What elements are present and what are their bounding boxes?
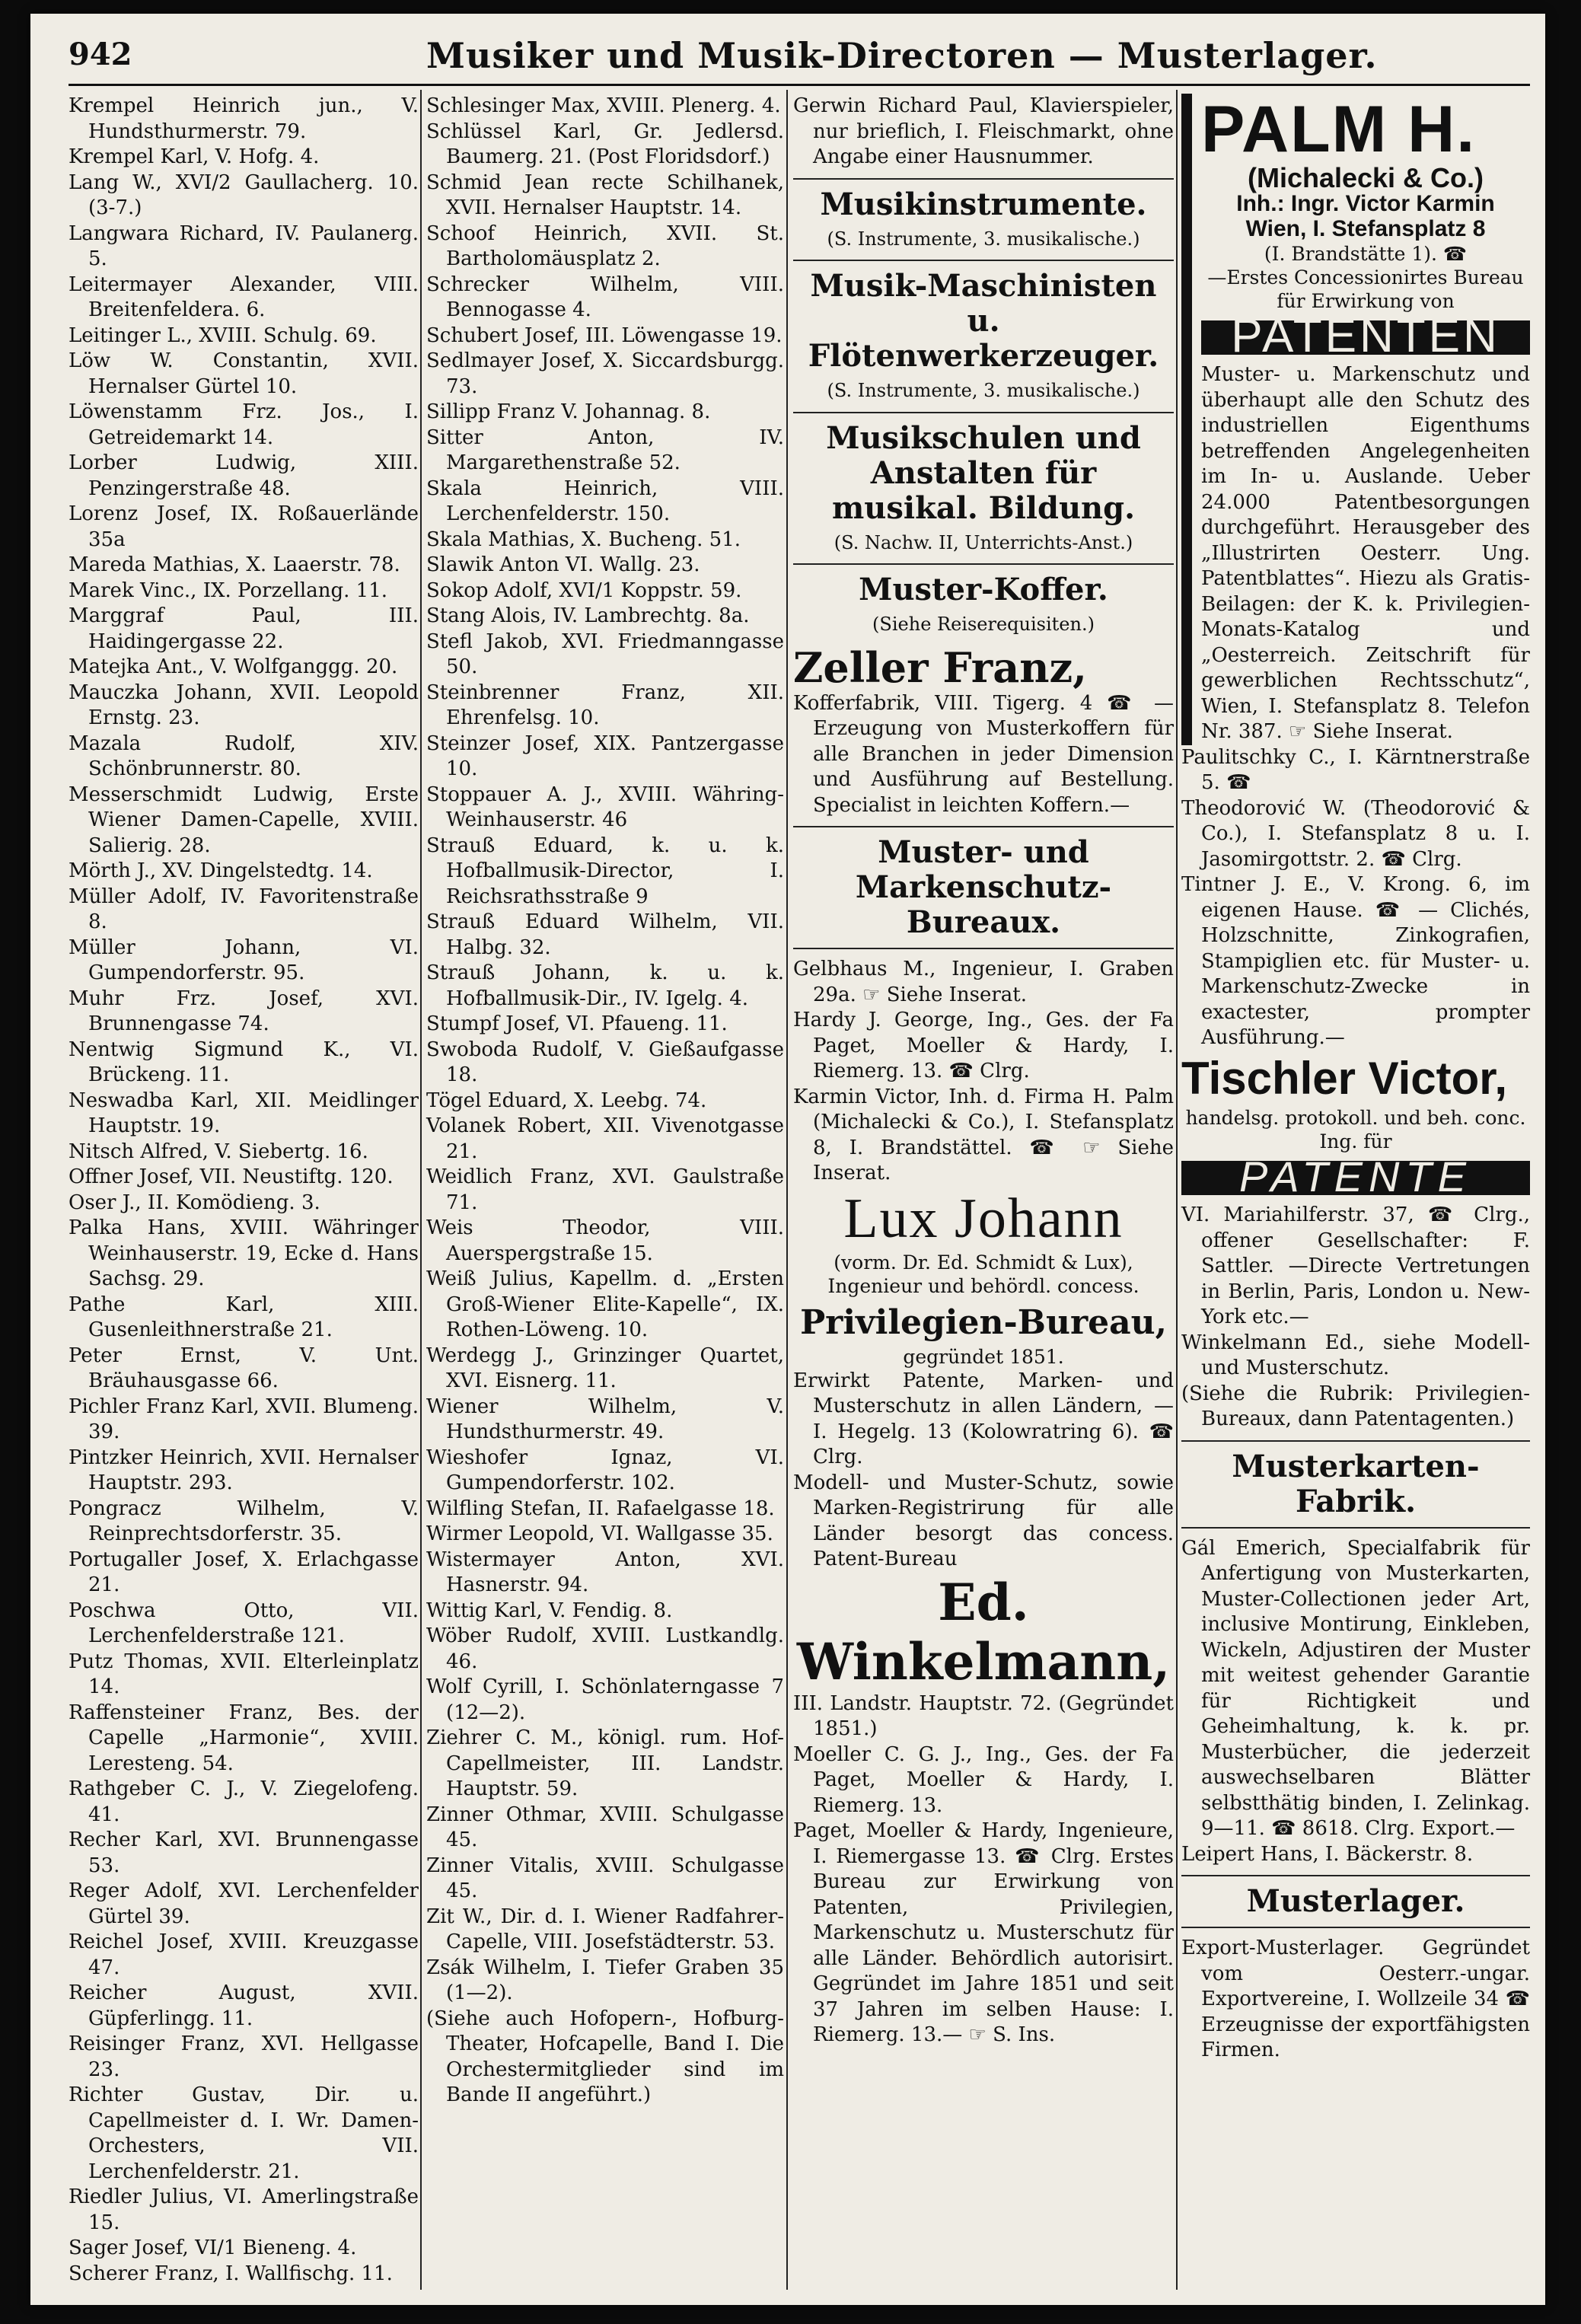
entry-list	[793, 1742, 1174, 2048]
section-reference: (S. Instrumente, 3. musikalische.)	[827, 380, 1140, 401]
list-item: Recher Karl, XVI. Brunnengasse 53.	[69, 1828, 419, 1877]
column-divider	[786, 90, 788, 2290]
list-item: Oser J., II. Komödieng. 3.	[69, 1191, 320, 1214]
list-item: Wöber Rudolf, XVIII. Lustkandlg. 46.	[426, 1624, 784, 1673]
list-item: Wieshofer Ignaz, VI. Gumpendorferstr. 102.	[426, 1446, 784, 1494]
advert-name: Tischler Victor,	[1181, 1052, 1507, 1104]
list-item: Mörth J., XV. Dingelstedtg. 14.	[69, 859, 373, 882]
header-rule	[69, 84, 1530, 86]
list-item: Hardy J. George, Ing., Ges. der Fa Paget, Moeller & Hardy, I. Riemerg. 13. ☎ Clrg.	[793, 1009, 1174, 1082]
list-item: Skala Heinrich, VIII. Lerchenfelderstr. 150.	[426, 477, 784, 525]
list-item: Müller Adolf, IV. Favoritenstraße 8.	[69, 885, 419, 933]
list-item: Schmid Jean recte Schilhanek, XVII. Hernalser Hauptstr. 14.	[426, 171, 784, 219]
list-item: Wolf Cyrill, I. Schönlaterngasse 7 (12—2).	[426, 1675, 784, 1724]
list-item: Wistermayer Anton, XVI. Hasnerstr. 94.	[426, 1548, 784, 1596]
advert-name: PALM H.	[1201, 93, 1477, 166]
advert-text: —Erstes Concessionirtes Bureau für Erwirkung von	[1207, 266, 1524, 312]
list-item: Sitter Anton, IV. Margarethenstraße 52.	[426, 426, 784, 474]
list-item: Mazala Rudolf, XIV. Schönbrunnerstr. 80.	[69, 732, 419, 780]
list-item: Winkelmann Ed., siehe Modell- und Musterschutz.	[1181, 1331, 1530, 1379]
divider	[793, 563, 1174, 565]
section-reference: (S. Instrumente, 3. musikalische.)	[827, 228, 1140, 250]
list-item: Schoof Heinrich, XVII. St. Bartholomäusplatz 2.	[426, 222, 784, 270]
list-item: Slawik Anton VI. Wallg. 23.	[426, 553, 700, 576]
list-item: Messerschmidt Ludwig, Erste Wiener Damen-Capelle, XVIII. Salierig. 28.	[69, 783, 419, 857]
list-item: Moeller C. G. J., Ing., Ges. der Fa Paget, Moeller & Hardy, I. Riemerg. 13.	[793, 1742, 1174, 1817]
list-item: Gál Emerich, Specialfabrik für Anfertigung von Musterkarten, Muster-Collectionen jeder Art, inclusive Montirung, Einkleben, Wickeln, Adjustiren der Muster mit weitest gehender Garantie für Richtigkeit und Geheimhaltung, k. k. pr. Musterbücher, die jederzeit auswechselbaren Blätter selbstthätig binden, I. Zelinkag. 9—11. ☎ 8618. Clrg. Export.—	[1181, 1536, 1530, 1840]
list-item: (Siehe auch Hofopern-, Hofburg-Theater, Hofcapelle, Band I. Die Orchestermitglieder sind im Bande II angeführt.)	[426, 2007, 784, 2106]
list-item: Mareda Mathias, X. Laaerstr. 78.	[69, 553, 400, 576]
section-heading: Musik-Maschinisten u. Flötenwerkerzeuger.	[808, 268, 1159, 374]
list-item: Zinner Vitalis, XVIII. Schulgasse 45.	[426, 1854, 784, 1902]
palm-advert	[1181, 94, 1530, 745]
list-item: Paget, Moeller & Hardy, Ingenieure, I. Riemergasse 13. ☎ Clrg. Erstes Bureau zur Erwirkung von Patenten, Privilegien, Markenschutz u. Musterschutz für alle Länder. Behördlich autorisirt. Gegründet im Jahre 1851 und seit 37 Jahren im selben Hause: I. Riemerg. 13.— ☞ S. Ins.	[793, 1819, 1174, 2046]
divider	[1181, 1440, 1530, 1442]
list-item: Krempel Heinrich jun., V. Hundsthurmerstr. 79.	[69, 94, 419, 143]
list-item: Lang W., XVI/2 Gaullacherg. 10. (3-7.)	[69, 171, 419, 219]
patente-banner: PATENTE	[1181, 1161, 1530, 1196]
advert-name: Ed. Winkelmann,	[796, 1572, 1171, 1691]
section-heading: Musterkarten-Fabrik.	[1232, 1448, 1480, 1519]
list-item: Wirmer Leopold, VI. Wallgasse 35.	[426, 1522, 773, 1545]
list-item: Skala Mathias, X. Bucheng. 51.	[426, 528, 741, 551]
page-header	[69, 29, 1530, 82]
list-item: Pongracz Wilhelm, V. Reinprechtsdorferstr. 35.	[69, 1497, 419, 1545]
list-item: Tintner J. E., V. Krong. 6, im eigenen Hause. ☎ — Clichés, Holzschnitte, Zinkografien, Stampiglien etc. für Muster- u. Markenschutz-Zwecke in exactester, prompter Ausführung.—	[1181, 873, 1530, 1049]
list-item: Müller Johann, VI. Gumpendorferstr. 95.	[69, 936, 419, 984]
advert-text: handelsg. protokoll. und beh. conc. Ing. für	[1185, 1106, 1526, 1152]
section-reference: (Siehe Reiserequisiten.)	[872, 614, 1095, 635]
advert-text: Muster- u. Markenschutz und überhaupt alle den Schutz des industriellen Eigenthums betreffenden Angelegenheiten im In- u. Auslande. Ueber 24.000 Patentbesorgungen durchgeführt. Herausgeber des „Illustrirten Oesterr. Ung. Patentblattes“. Hiezu als Gratis-Beilagen: der K. k. Privilegien-Monats-Katalog und „Oesterreich. Zeitschrift für gewerblichen Rechtsschutz“, Wien, I. Stefansplatz 8. Telefon Nr. 387. ☞ Siehe Inserat.	[1201, 363, 1530, 743]
list-item: Sokop Adolf, XVI/1 Koppstr. 59.	[426, 579, 742, 602]
divider	[793, 826, 1174, 827]
list-item: Lorenz Josef, IX. Roßauerlände 35a	[69, 502, 419, 551]
list-item: Pathe Karl, XIII. Gusenleithnerstraße 21.	[69, 1293, 419, 1341]
list-item: Gelbhaus M., Ingenieur, I. Graben 29a. ☞ Siehe Inserat.	[793, 958, 1174, 1006]
column-divider	[420, 90, 422, 2290]
list-item: Langwara Richard, IV. Paulanerg. 5.	[69, 222, 419, 270]
list-item: Peter Ernst, V. Unt. Bräuhausgasse 66.	[69, 1344, 419, 1392]
list-item: Reger Adolf, XVI. Lerchenfelder Gürtel 39.	[69, 1879, 419, 1928]
advert-name: Lux Johann	[843, 1187, 1124, 1250]
list-item: Schrecker Wilhelm, VIII. Bennogasse 4.	[426, 273, 784, 321]
entry-list	[1181, 745, 1530, 1051]
list-item: Sillipp Franz V. Johannag. 8.	[426, 400, 711, 423]
list-item: Riedler Julius, VI. Amerlingstraße 15.	[69, 2185, 419, 2234]
list-item: Poschwa Otto, VII. Lerchenfelderstraße 121.	[69, 1599, 419, 1647]
list-item: Karmin Victor, Inh. d. Firma H. Palm (Michalecki & Co.), I. Stefansplatz 8, I. Brandstättel. ☎ ☞ Siehe Inserat.	[793, 1085, 1174, 1184]
advert-text: gegründet 1851.	[903, 1345, 1064, 1368]
list-item: Offner Josef, VII. Neustiftg. 120.	[69, 1165, 394, 1188]
list-item: Schubert Josef, III. Löwengasse 19.	[426, 324, 783, 347]
list-item: Weiß Julius, Kapellm. d. „Ersten Groß-Wiener Elite-Kapelle“, IX. Rothen-Löweng. 10.	[426, 1267, 784, 1341]
list-item: Löwenstamm Frz. Jos., I. Getreidemarkt 14.	[69, 400, 419, 449]
list-item: Export-Musterlager. Gegründet vom Oesterr.-ungar. Exportvereine, I. Wollzeile 34 ☎ Erzeugnisse der exportfähigsten Firmen.	[1181, 1937, 1530, 2061]
list-item: Strauß Eduard, k. u. k. Hofballmusik-Director, I. Reichsrathsstraße 9	[426, 834, 784, 908]
list-item: Palka Hans, XVIII. Währinger Weinhauserstr. 19, Ecke d. Hans Sachsg. 29.	[69, 1216, 419, 1290]
list-item: Zit W., Dir. d. I. Wiener Radfahrer-Capelle, VIII. Josefstädterstr. 53.	[426, 1905, 784, 1953]
list-item: Wilfling Stefan, II. Rafaelgasse 18.	[426, 1497, 775, 1520]
advert-subtitle: (Michalecki & Co.)	[1247, 162, 1484, 193]
list-item: Weis Theodor, VIII. Auerspergstraße 15.	[426, 1216, 784, 1265]
advert-name: Zeller Franz,	[793, 642, 1087, 692]
list-item: Lorber Ludwig, XIII. Penzingerstraße 48.	[69, 451, 419, 500]
list-item: Strauß Eduard Wilhelm, VII. Halbg. 32.	[426, 910, 784, 959]
list-item: Putz Thomas, XVII. Elterleinplatz 14.	[69, 1650, 419, 1698]
section-heading: Musikinstrumente.	[820, 186, 1147, 222]
advert-address: (I. Brandstätte 1). ☎	[1264, 242, 1468, 265]
list-item: Volanek Robert, XII. Vivenotgasse 21.	[426, 1114, 784, 1163]
list-item: Zinner Othmar, XVIII. Schulgasse 45.	[426, 1803, 784, 1851]
list-item: Reichel Josef, XVIII. Kreuzgasse 47.	[69, 1930, 419, 1979]
divider	[793, 948, 1174, 949]
entry-list	[793, 957, 1174, 1187]
patenten-banner: PATENTEN	[1201, 320, 1530, 355]
list-item: Weidlich Franz, XVI. Gaulstraße 71.	[426, 1165, 784, 1214]
list-item: Nentwig Sigmund K., VI. Brückeng. 11.	[69, 1038, 419, 1086]
advert-text: VI. Mariahilferstr. 37, ☎ Clrg., offener Gesellschafter: F. Sattler. —Directe Vertretungen in Berlin, Paris, London u. New-York etc.—	[1181, 1203, 1530, 1328]
list-item: Schlüssel Karl, Gr. Jedlersd. Baumerg. 21. (Post Floridsdorf.)	[426, 120, 784, 168]
list-item: Gerwin Richard Paul, Klavierspieler, nur brieflich, I. Fleischmarkt, ohne Angabe einer Hausnummer.	[793, 94, 1174, 168]
list-item: Löw W. Constantin, XVII. Hernalser Gürtel 10.	[69, 349, 419, 398]
running-title: Musiker und Musik-Directoren — Musterlager.	[426, 35, 1378, 76]
list-item: Sedlmayer Josef, X. Siccardsburgg. 73.	[426, 349, 784, 398]
advert-text: Modell- und Muster-Schutz, sowie Marken-Registrirung für alle Länder besorgt das concess. Patent-Bureau	[793, 1471, 1174, 1570]
advert-address: Wien, I. Stefansplatz 8	[1245, 216, 1486, 241]
advert-owner: Inh.: Ingr. Victor Karmin	[1236, 190, 1495, 216]
column-1	[69, 94, 419, 2287]
list-item: Krempel Karl, V. Hofg. 4.	[69, 145, 320, 168]
list-item: (Siehe die Rubrik: Privilegien-Bureaux, dann Patentagenten.)	[1181, 1382, 1530, 1430]
list-item: Raffensteiner Franz, Bes. der Capelle „Harmonie“, XVIII. Leresteng. 54.	[69, 1701, 419, 1775]
list-item: Leipert Hans, I. Bäckerstr. 8.	[1181, 1842, 1474, 1866]
directory-page	[30, 14, 1545, 2305]
list-item: Steinbrenner Franz, XII. Ehrenfelsg. 10.	[426, 681, 784, 729]
advert-text: III. Landstr. Hauptstr. 72. (Gegründet 1851.)	[793, 1691, 1174, 1740]
divider	[1181, 1875, 1530, 1876]
advert-text: Kofferfabrik, VIII. Tigerg. 4 ☎ —Erzeugung von Musterkoffern für alle Branchen in jeder Dimension und Ausführung auf Bestellung. Specialist in leichten Koffern.—	[793, 691, 1174, 817]
advert-text: (vorm. Dr. Ed. Schmidt & Lux), Ingenieur und behördl. concess.	[827, 1251, 1140, 1297]
list-item: Stefl Jakob, XVI. Friedmanngasse 50.	[426, 630, 784, 678]
list-item: Scherer Franz, I. Wallfischg. 11.	[69, 2262, 393, 2285]
list-item: Matejka Ant., V. Wolfganggg. 20.	[69, 655, 398, 678]
list-item: Portugaller Josef, X. Erlachgasse 21.	[69, 1548, 419, 1596]
list-item: Ziehrer C. M., königl. rum. Hof-Capellmeister, III. Landstr. Hauptstr. 59.	[426, 1726, 784, 1800]
section-heading: Musikschulen und Anstalten für musikal. Bildung.	[826, 419, 1141, 526]
list-item: Werdegg J., Grinzinger Quartet, XVI. Eisnerg. 11.	[426, 1344, 784, 1392]
column-2	[426, 94, 784, 2109]
list-item: Mauczka Johann, XVII. Leopold Ernstg. 23.	[69, 681, 419, 729]
list-item: Marek Vinc., IX. Porzellang. 11.	[69, 579, 388, 602]
list-item: Wiener Wilhelm, V. Hundsthurmerstr. 49.	[426, 1395, 784, 1443]
list-item: Stoppauer A. J., XVIII. Währing-Weinhauserstr. 46	[426, 783, 784, 831]
list-item: Rathgeber C. J., V. Ziegelofeng. 41.	[69, 1777, 419, 1826]
list-item: Nitsch Alfred, V. Siebertg. 16.	[69, 1140, 368, 1163]
list-item: Reisinger Franz, XVI. Hellgasse 23.	[69, 2032, 419, 2081]
list-item: Schlesinger Max, XVIII. Plenerg. 4.	[426, 94, 781, 117]
section-reference: (S. Nachw. II, Unterrichts-Anst.)	[834, 531, 1133, 553]
list-item: Pintzker Heinrich, XVII. Hernalser Hauptstr. 293.	[69, 1446, 419, 1494]
list-item: Leitermayer Alexander, VIII. Breitenfeldera. 6.	[69, 273, 419, 321]
advert-text: Erwirkt Patente, Marken- und Musterschutz in allen Ländern, — I. Hegelg. 13 (Kolowratring 6). ☎ Clrg.	[793, 1369, 1174, 1468]
list-item: Theodorović W. (Theodorović & Co.), I. Stefansplatz 8 u. I. Jasomirgottstr. 2. ☎ Clrg.	[1181, 796, 1530, 871]
column-3	[793, 94, 1174, 2048]
column-4	[1181, 94, 1530, 2064]
section-heading: Muster-Koffer.	[859, 572, 1108, 607]
list-item: Muhr Frz. Josef, XVI. Brunnengasse 74.	[69, 987, 419, 1035]
list-item: Reicher August, XVII. Güpferlingg. 11.	[69, 1981, 419, 2030]
divider	[1181, 1527, 1530, 1529]
list-item: Marggraf Paul, III. Haidingergasse 22.	[69, 604, 419, 653]
list-item: Leitinger L., XVIII. Schulg. 69.	[69, 324, 377, 347]
list-item: Neswadba Karl, XII. Meidlinger Hauptstr. 19.	[69, 1089, 419, 1137]
list-item: Swoboda Rudolf, V. Gießaufgasse 18.	[426, 1038, 784, 1086]
list-item: Richter Gustav, Dir. u. Capellmeister d. I. Wr. Damen-Orchesters, VII. Lerchenfelderstr. 21.	[69, 2083, 419, 2183]
section-heading: Musterlager.	[1246, 1883, 1465, 1919]
divider	[793, 178, 1174, 180]
list-item: Tögel Eduard, X. Leebg. 74.	[426, 1089, 707, 1112]
divider	[793, 260, 1174, 261]
list-item: Zsák Wilhelm, I. Tiefer Graben 35 (1—2).	[426, 1956, 784, 2004]
list-item: Wittig Karl, V. Fendig. 8.	[426, 1599, 673, 1622]
list-item: Sager Josef, VI/1 Bieneng. 4.	[69, 2236, 357, 2259]
divider	[1181, 1927, 1530, 1928]
divider	[793, 412, 1174, 413]
list-item: Pichler Franz Karl, XVII. Blumeng. 39.	[69, 1395, 419, 1443]
list-item: Strauß Johann, k. u. k. Hofballmusik-Dir., IV. Igelg. 4.	[426, 961, 784, 1010]
list-item: Steinzer Josef, XIX. Pantzergasse 10.	[426, 732, 784, 780]
column-divider	[1176, 90, 1178, 2290]
advert-heading: Privilegien-Bureau,	[800, 1302, 1167, 1342]
list-item: Paulitschky C., I. Kärntnerstraße 5. ☎	[1181, 745, 1530, 794]
list-item: Stang Alois, IV. Lambrechtg. 8a.	[426, 604, 750, 627]
section-heading: Muster- und Markenschutz-Bureaux.	[855, 834, 1112, 940]
page-number: 942	[69, 37, 132, 72]
list-item: Stumpf Josef, VI. Pfaueng. 11.	[426, 1012, 728, 1035]
